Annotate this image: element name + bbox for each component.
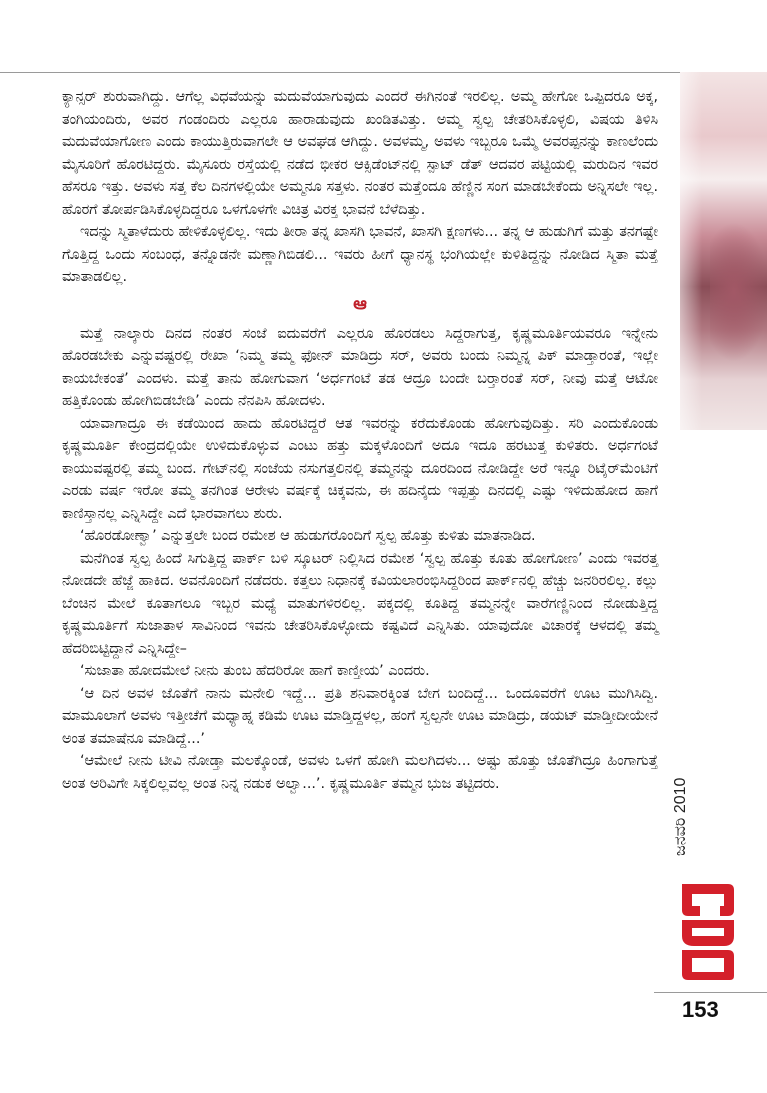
photo-strip-image xyxy=(680,72,767,430)
footer-rule xyxy=(654,992,767,993)
paragraph-7: ‘ಸುಜಾತಾ ಹೋದಮೇಲೆ ನೀನು ತುಂಬ ಹೆದರಿರೋ ಹಾಗೆ ಕಾಣ್ತೀಯ’ ಎಂದರು. xyxy=(80,663,430,679)
paragraph-6: ಮನೆಗಿಂತ ಸ್ವಲ್ಪ ಹಿಂದೆ ಸಿಗುತ್ತಿದ್ದ ಪಾರ್ಕ್ ಬಳಿ ಸ್ಕೂಟರ್ ನಿಲ್ಲಿಸಿದ ರಮೇಶ ‘ಸ್ವಲ್ಪ ಹೊತ್ತು ಕೂತು ಹೋಗೋಣ’ ಎಂದು ಇವರತ್ತ ನೋಡದೇ ಹೆಜ್ಜೆ ಹಾಕಿದ. ಅವನೊಂದಿಗೆ ನಡೆದರು. ಕತ್ತಲು ನಿಧಾನಕ್ಕೆ ಕವಿಯಲಾರಂಭಿಸಿದ್ದರಿಂದ ಪಾರ್ಕ್‌ನಲ್ಲಿ ಹೆಚ್ಚು ಜನರಿರಲಿಲ್ಲ. ಕಲ್ಲು ಬೆಂಚಿನ ಮೇಲೆ ಕೂತಾಗಲೂ ಇಬ್ಬರ ಮಧ್ಯೆ ಮಾತುಗಳಿರಲಿಲ್ಲ. ಪಕ್ಕದಲ್ಲಿ ಕೂತಿದ್ದ ತಮ್ಮನನ್ನೇ ವಾರೆಗಣ್ಣಿನಿಂದ ನೋಡುತ್ತಿದ್ದ ಕೃಷ್ಣಮೂರ್ತಿಗೆ ಸುಜಾತಾಳ ಸಾವಿನಿಂದ ಇವನು ಚೇತರಿಸಿಕೊಳ್ಳೋದು ಕಷ್ಟವಿದೆ ಎನ್ನಿಸಿತು. ಯಾವುದೋ ವಿಚಾರಕ್ಕೆ ಆಳದಲ್ಲಿ ತಮ್ಮ ಹೆದರಿಬಿಟ್ಟಿದ್ದಾನೆ ಎನ್ನಿಸಿದ್ದೇ– xyxy=(62,550,658,657)
paragraph-1: ಕ್ಯಾನ್ಸರ್ ಶುರುವಾಗಿದ್ದು. ಆಗೆಲ್ಲ ವಿಧವೆಯನ್ನು ಮದುವೆಯಾಗುವುದು ಎಂದರೆ ಈಗಿನಂತೆ ಇರಲಿಲ್ಲ. ಅಮ್ಮ ಹೇಗೋ ಒಪ್ಪಿದರೂ ಅಕ್ಕ, ತಂಗಿಯಂದಿರು, ಅವರ ಗಂಡಂದಿರು ಎಲ್ಲರೂ ಹಾರಾಡುವುದು ಖಂಡಿತವಿತ್ತು. ಅಮ್ಮ ಸ್ವಲ್ಪ ಚೇತರಿಸಿಕೊಳ್ಳಲಿ, ವಿಷಯ ತಿಳಿಸಿ ಮದುವೆಯಾಗೋಣ ಎಂದು ಕಾಯುತ್ತಿರುವಾಗಲೇ ಆ ಅವಘಡ ಆಗಿದ್ದು. ಅವಳಮ್ಮ, ಅವಳು ಇಬ್ಬರೂ ಒಮ್ಮೆ ಅವರಪ್ಪನನ್ನು ಕಾಣಲೆಂದು ಮೈಸೂರಿಗೆ ಹೊರಟಿದ್ದರು. ಮೈಸೂರು ರಸ್ತೆಯಲ್ಲಿ ನಡೆದ ಭೀಕರ ಆಕ್ಸಿಡೆಂಟ್‌ನಲ್ಲಿ ಸ್ಪಾಟ್ ಡೆತ್ ಆದವರ ಪಟ್ಟಿಯಲ್ಲಿ ಮರುದಿನ ಇವರ ಹೆಸರೂ ಇತ್ತು. ಅವಳು ಸತ್ತ ಕೆಲ ದಿನಗಳಲ್ಲಿಯೇ ಅಮ್ಮನೂ ಸತ್ತಳು. ನಂತರ ಮತ್ತೆಂದೂ ಹೆಣ್ಣಿನ ಸಂಗ ಮಾಡಬೇಕೆಂದು ಅನ್ನಿಸಲೇ ಇಲ್ಲ. ಹೊರಗೆ ತೋರ್ಪಡಿಸಿಕೊಳ್ಳದಿದ್ದರೂ ಒಳಗೊಳಗೇ ವಿಚಿತ್ರ ವಿರಕ್ತ ಭಾವನೆ ಬೆಳೆದಿತ್ತು. xyxy=(62,89,658,218)
paragraph-3: ಮತ್ತೆ ನಾಲ್ಕಾರು ದಿನದ ನಂತರ ಸಂಜೆ ಐದುವರೆಗೆ ಎಲ್ಲರೂ ಹೊರಡಲು ಸಿದ್ದರಾಗುತ್ತ, ಕೃಷ್ಣಮೂರ್ತಿಯವರೂ ಇನ್ನೇನು ಹೊರಡಬೇಕು ಎನ್ನುವಷ್ಟರಲ್ಲಿ ರೇಖಾ ‘ನಿಮ್ಮ ತಮ್ಮ ಫೋನ್ ಮಾಡಿದ್ರು ಸರ್, ಅವರು ಬಂದು ನಿಮ್ಮನ್ನ ಪಿಕ್ ಮಾಡ್ತಾರಂತೆ, ಇಲ್ಲೇ ಕಾಯಬೇಕಂತೆ’ ಎಂದಳು. ಮತ್ತೆ ತಾನು ಹೋಗುವಾಗ ‘ಅರ್ಧಗಂಟೆ ತಡ ಆದ್ರೂ ಬಂದೇ ಬರ್‍ತಾರಂತೆ ಸರ್, ನೀವು ಮತ್ತೆ ಆಟೋ ಹತ್ತಿಕೊಂಡು ಹೋಗಿಬಿಡಬೇಡಿ’ ಎಂದು ನೆನಪಿಸಿ ಹೋದಳು. xyxy=(62,325,658,409)
photo-fold xyxy=(710,222,767,362)
photo-highlight xyxy=(680,72,702,430)
issue-date: ಜನವರಿ 2010 xyxy=(672,777,689,856)
paragraph-8: ‘ಆ ದಿನ ಅವಳ ಜೊತೆಗೆ ನಾನು ಮನೇಲಿ ಇದ್ದೆ... ಪ್ರತಿ ಶನಿವಾರಕ್ಕಿಂತ ಬೇಗ ಬಂದಿದ್ದೆ... ಒಂದೂವರೆಗೆ ಊಟ ಮುಗಿಸಿದ್ವಿ. ಮಾಮೂಲಾಗೆ ಅವಳು ಇತ್ತೀಚೆಗೆ ಮಧ್ಯಾಹ್ನ ಕಡಿಮೆ ಊಟ ಮಾಡ್ತಿದ್ದಳಲ್ಲ, ಹಂಗೆ ಸ್ವಲ್ಪನೇ ಊಟ ಮಾಡಿದ್ರು, ಡಯಟ್ ಮಾಡ್ತೀದೀಯೇನೆ ಅಂತ ತಮಾಷೆನೂ ಮಾಡಿದ್ದೆ...’ xyxy=(62,685,658,747)
article-body xyxy=(62,86,658,795)
page-number: 153 xyxy=(682,997,719,1022)
magazine-logo xyxy=(676,880,738,982)
paragraph-4: ಯಾವಾಗಾದ್ರೂ ಈ ಕಡೆಯಿಂದ ಹಾದು ಹೊರಟಿದ್ದರೆ ಆತ ಇವರನ್ನು ಕರೆದುಕೊಂಡು ಹೋಗುವುದಿತ್ತು. ಸರಿ ಎಂದುಕೊಂಡು ಕೃಷ್ಣಮೂರ್ತಿ ಕೇಂದ್ರದಲ್ಲಿಯೇ ಉಳಿದುಕೊಳ್ಳುವ ಎಂಟು ಹತ್ತು ಮಕ್ಕಳೊಂದಿಗೆ ಅದೂ ಇದೂ ಹರಟುತ್ತ ಕುಳಿತರು. ಅರ್ಧಗಂಟೆ ಕಾಯುವಷ್ಟರಲ್ಲಿ ತಮ್ಮ ಬಂದ. ಗೇಟ್‌ನಲ್ಲಿ ಸಂಜೆಯ ನಸುಗತ್ತಲಿನಲ್ಲಿ ತಮ್ಮನನ್ನು ದೂರದಿಂದ ನೋಡಿದ್ದೇ ಅರೆ ಇನ್ನೂ ರಿಟೈರ್‌ಮೆಂಟಿಗೆ ಎರಡು ವರ್ಷ ಇರೋ ತಮ್ಮ ತನಗಿಂತ ಆರೇಳು ವರ್ಷಕ್ಕೆ ಚಿಕ್ಕವನು, ಈ ಹದಿನೈದು ಇಪ್ಪತ್ತು ದಿನದಲ್ಲಿ ಎಷ್ಟು ಇಳಿದುಹೋದ ಹಾಗೆ ಕಾಣಿಸ್ತಾನಲ್ಲ ಎನ್ನಿಸಿದ್ದೇ ಎದೆ ಭಾರವಾಗಲು ಶುರು. xyxy=(62,415,658,522)
paragraph-2: ಇದನ್ನು ಸ್ಮಿತಾಳೆದುರು ಹೇಳಿಕೊಳ್ಳಲಿಲ್ಲ. ಇದು ತೀರಾ ತನ್ನ ಖಾಸಗಿ ಭಾವನೆ, ಖಾಸಗಿ ಕ್ಷಣಗಳು... ತನ್ನ ಆ ಹುಡುಗಿಗೆ ಮತ್ತು ತನಗಷ್ಟೇ ಗೊತ್ತಿದ್ದ ಒಂದು ಸಂಬಂಧ, ತನ್ನೊಡನೇ ಮಣ್ಣಾಗಿಬಿಡಲಿ... ಇವರು ಹೀಗೆ ಧ್ಯಾನಸ್ಥ ಭಂಗಿಯಲ್ಲೇ ಕುಳಿತಿದ್ದನ್ನು ನೋಡಿದ ಸ್ಮಿತಾ ಮತ್ತೆ ಮಾತಾಡಲಿಲ್ಲ. xyxy=(62,224,658,285)
paragraph-5: ‘ಹೊರಡೋಣ್ವಾ’ ಎನ್ನುತ್ತಲೇ ಬಂದ ರಮೇಶ ಆ ಹುಡುಗರೊಂದಿಗೆ ಸ್ವಲ್ಪ ಹೊತ್ತು ಕುಳಿತು ಮಾತನಾಡಿದ. xyxy=(80,528,536,544)
paragraph-9: ‘ಆಮೇಲೆ ನೀನು ಟೀವಿ ನೋಡ್ತಾ ಮಲಕ್ಕೊಂಡೆ, ಅವಳು ಒಳಗೆ ಹೋಗಿ ಮಲಗಿದಳು... ಅಷ್ಟು ಹೊತ್ತು ಜೊತೆಗಿದ್ರೂ ಹಿಂಗಾಗುತ್ತೆ ಅಂತ ಅರಿವಿಗೇ ಸಿಕ್ಕಲಿಲ್ಲವಲ್ಲ ಅಂತ ನಿನ್ನ ನಡುಕ ಅಲ್ವಾ...’. ಕೃಷ್ಣಮೂರ್ತಿ ತಮ್ಮನ ಭುಜ ತಟ್ಟಿದರು. xyxy=(62,753,658,792)
section-separator-icon: ఆ xyxy=(353,293,367,314)
top-rule xyxy=(0,72,767,73)
